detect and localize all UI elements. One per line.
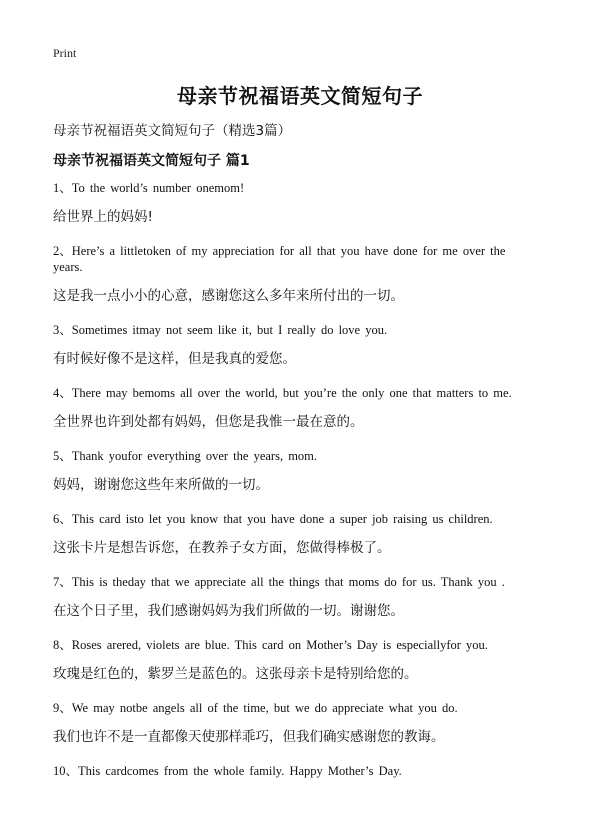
english-sentence: 2、Here’s a littletoken of my appreciation for all that you have done for me over the years.	[53, 244, 506, 274]
section-heading: 母亲节祝福语英文简短句子 篇1	[53, 153, 250, 169]
list-item	[53, 637, 528, 683]
chinese-translation: 给世界上的妈妈!	[53, 209, 153, 225]
list-item	[53, 448, 528, 494]
chinese-translation: 玫瑰是红色的，紫罗兰是蓝色的。这张母亲卡是特别给您的。	[53, 666, 418, 682]
english-sentence: 5、Thank youfor everything over the years, mom.	[53, 449, 318, 463]
list-item	[53, 322, 528, 368]
english-sentence: 1、To the world’s number onemom!	[53, 181, 245, 195]
list-item	[53, 243, 528, 305]
chinese-translation: 这是我一点小小的心意，感谢您这么多年来所付出的一切。	[53, 288, 404, 304]
chinese-translation: 我们也许不是一直都像天使那样乖巧，但我们确实感谢您的教诲。	[53, 729, 445, 745]
page-subtitle: 母亲节祝福语英文简短句子（精选3篇）	[53, 123, 292, 139]
page-title: 母亲节祝福语英文简短句子	[177, 84, 423, 108]
english-sentence: 9、We may notbe angels all of the time, but we do appreciate what you do.	[53, 701, 458, 715]
chinese-translation: 妈妈，谢谢您这些年来所做的一切。	[53, 477, 269, 493]
list-item	[53, 180, 528, 226]
english-sentence: 6、This card isto let you know that you have done a super job raising us children.	[53, 512, 493, 526]
english-sentence: 4、There may bemoms all over the world, but you’re the only one that matters to me.	[53, 386, 512, 400]
chinese-translation: 这张卡片是想告诉您，在教养子女方面，您做得棒极了。	[53, 540, 391, 556]
chinese-translation: 有时候好像不是这样，但是我真的爱您。	[53, 351, 296, 367]
entry-list	[53, 180, 528, 779]
english-sentence: 10、This cardcomes from the whole family. Happy Mother’s Day.	[53, 764, 402, 778]
english-sentence: 3、Sometimes itmay not seem like it, but I really do love you.	[53, 323, 388, 337]
english-sentence: 7、This is theday that we appreciate all the things that moms do for us. Thank you .	[53, 575, 505, 589]
chinese-translation: 全世界也许到处都有妈妈，但您是我惟一最在意的。	[53, 414, 364, 430]
print-label[interactable]: Print	[53, 46, 77, 60]
chinese-translation: 在这个日子里，我们感谢妈妈为我们所做的一切。谢谢您。	[53, 603, 404, 619]
list-item	[53, 574, 528, 620]
english-sentence: 8、Roses arered, violets are blue. This card on Mother’s Day is especiallyfor you.	[53, 638, 488, 652]
list-item	[53, 385, 528, 431]
list-item	[53, 763, 528, 779]
list-item	[53, 511, 528, 557]
list-item	[53, 700, 528, 746]
